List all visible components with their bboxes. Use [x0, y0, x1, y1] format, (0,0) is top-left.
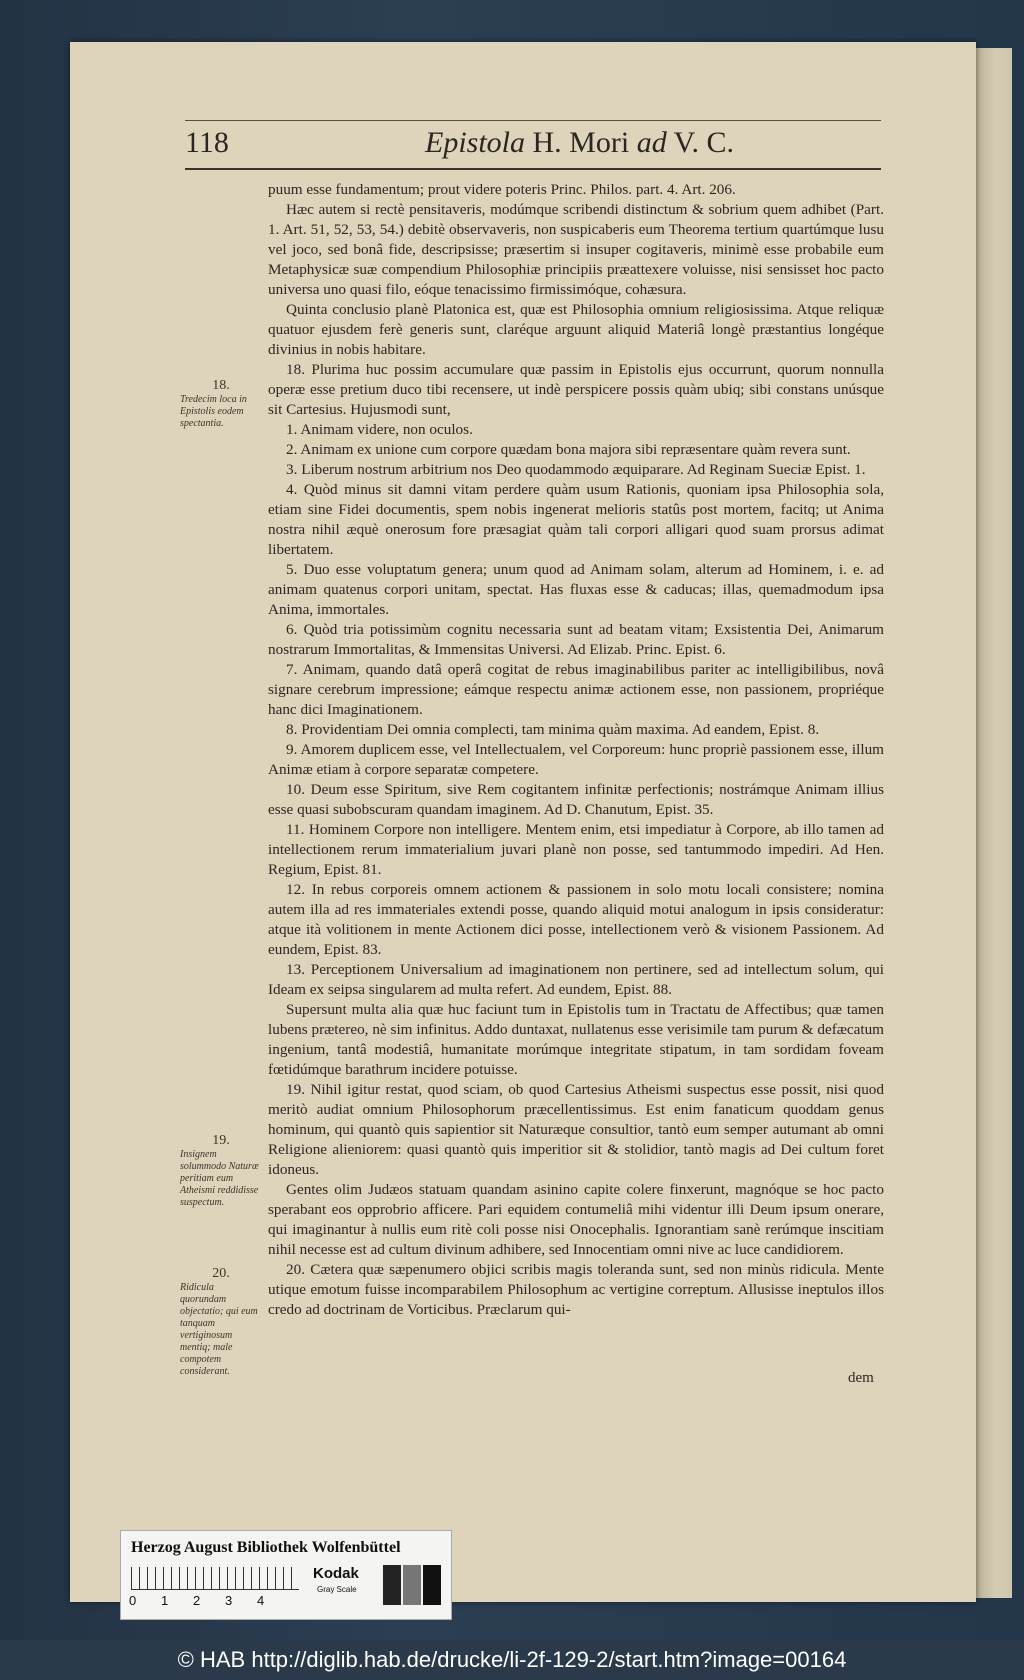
paragraph: 19. Nihil igitur restat, quod sciam, ob quod Cartesius Atheismi suspectus esse possit, nisi quod meritò audiat omnium Philosophorum præcellentissimus. Est enim fanaticum quoddam genus hominum, qui quantò quis sapientior sit Naturæque consultior, tantò eum semper autumant ab omni Religione alieniorem: quasi quantò quis imperitior sit & stolidior, tantò magis ad Dei cultum foret idoneus. — [268, 1081, 884, 1178]
card-title: Herzog August Bibliothek Wolfenbüttel — [131, 1539, 401, 1556]
paragraph: Quinta conclusio planè Platonica est, quæ est Philosophia omnium religiosissima. Atque reliquæ quatuor ejusdem ferè generis sunt, claréque arguunt aliquid Materiâ longè præstantius longéque divinius in nobis habitare. — [268, 301, 884, 358]
paragraph: Supersunt multa alia quæ huc faciunt tum in Epistolis tum in Tractatu de Affectibus; quæ tamen lubens prætereo, nè sim infinitus. Addo duntaxat, nullatenus esse verisimile tam purum & defæcatum ingenium, tantâ modestiâ, humanitate morúmque integritate stipatum, in tam sordidam foveam fœtidúmque barathrum incidere potuisse. — [268, 1001, 884, 1078]
marginal-number: 19. — [212, 1133, 230, 1148]
paragraph: 18. Plurima huc possim accumulare quæ passim in Epistolis ejus occurrunt, quorum nonnulla operæ esse pretium duco tibi recensere, ut indè perspicere possis quàm ubiq; sibi constans unúsque sit Cartesius. Hujusmodi sunt, — [268, 361, 884, 418]
paragraph: 20. Cætera quæ sæpenumero objici scribis magis toleranda sunt, sed non minùs ridicula. Mente utique emotum fuisse incomparabilem Philosophum ac vertigine correptum. Allusisse ineptulos illos credo ad doctrinam de Vorticibus. Præclarum qui- — [268, 1261, 884, 1318]
gray-swatch-dark — [383, 1565, 401, 1605]
ruler-scale — [131, 1567, 299, 1590]
list-item: 8. Providentiam Dei omnia complecti, tam minima quàm maxima. Ad eandem, Epist. 8. — [286, 721, 820, 738]
list-item: 11. Hominem Corpore non intelligere. Mentem enim, etsi impediatur à Corpore, ab illo tamen ad intellectionem rerum immaterialium juvari planè non posse, sed tantummodo impediri. Ad Hen. Regium, Epist. 81. — [268, 821, 884, 878]
list-item: 5. Duo esse voluptatum genera; unum quod ad Animam solam, alterum ad Hominem, i. e. ad animam quatenus corpori unitam, spectat. Has fluxas esse & caducas; illas, quemadmodum ipsa Anima, immortales. — [268, 561, 884, 618]
list-item: 9. Amorem duplicem esse, vel Intellectualem, vel Corporeum: hunc propriè passionem esse, illum Animæ etiam à corpore separatæ competere. — [268, 741, 884, 778]
ruler-tick: 4 — [257, 1593, 265, 1608]
marginal-text: Tredecim loca in Epistolis eodem spectantia. — [180, 394, 247, 429]
next-page-edge — [972, 48, 1012, 1598]
body-text — [268, 180, 884, 1320]
ruler-ticks — [129, 1593, 309, 1608]
list-item: 4. Quòd minus sit damni vitam perdere quàm usum Rationis, quoniam ipsa Philosophia sola, etiam sine Fidei documentis, spem nobis ingenerat melioris statûs post mortem, facitq; ut Anima nostra nihil æquè onerosum fore præsagiat quàm tali corpori alligari quod suam prorsus adimat libertatem. — [268, 481, 884, 558]
paragraph: puum esse fundamentum; prout videre poteris Princ. Philos. part. 4. Art. 206. — [268, 181, 736, 198]
running-head-end: V. C. — [666, 126, 734, 159]
marginal-text: Ridicula quorundam objectatio; qui eum tanquam vertiginosum mentiq; male compotem considerant. — [180, 1282, 258, 1377]
list-item: 2. Animam ex unione cum corpore quædam bona majora sibi repræsentare quàm revera sunt. — [286, 441, 851, 458]
list-item: 10. Deum esse Spiritum, sive Rem cogitantem infinitæ perfectionis; nostrámque Animam illius esse quasi subobscuram quandam imaginem. Ad D. Chanutum, Epist. 35. — [268, 781, 884, 818]
running-head-italic: Epistola — [425, 126, 526, 159]
card-subtitle: Gray Scale — [317, 1585, 357, 1594]
list-item: 6. Quòd tria potissimùm cognitu necessaria sunt ad beatam vitam; Exsistentia Dei, Animarum nostrarum Immortalitas, & Immensitas Universi. Ad Elizab. Princ. Epist. 6. — [268, 621, 884, 658]
header-rule-top — [185, 120, 881, 121]
color-calibration-card — [120, 1530, 452, 1620]
list-item: 1. Animam videre, non oculos. — [286, 421, 473, 438]
paragraph: Hæc autem si rectè pensitaveris, modúmque scribendi distinctum & sobrium quem adhibet (Part. 1. Art. 51, 52, 53, 54.) debitè observaveris, non suspicaberis eum Theorema tertium quartúmque lusu vel joco, sed bonâ fide, descripsisse; præsertim si insuper cogitaveris, minimè esse probabile eum Metaphysicæ suæ compendium Philosophiæ principiis præattexere voluisse, nisi sensisset hoc pacto universa uno quasi filo, eóque tenacissimo firmissimóque, cohæsura. — [268, 201, 884, 298]
header-rule-bottom — [185, 168, 881, 170]
ruler-tick: 2 — [193, 1593, 201, 1608]
marginal-note-20 — [180, 1268, 262, 1378]
page-number: 118 — [185, 126, 229, 159]
list-item: 7. Animam, quando datâ operâ cogitat de rebus imaginabilibus pariter ac intelligibilibus, novâ signare cerebrum impressione; eámque respectu animæ actionem esse, non passionem, propriéque hanc dici Imaginationem. — [268, 661, 884, 718]
list-item: 12. In rebus corporeis omnem actionem & passionem in solo motu locali consistere; nomina autem illa ad res immateriales extendi posse, quando aliquid motui analogum in ipsis consideratur: atque ità volitionem in mente Actionem dici posse, intellectionem verò & visionem Passionem. Ad eundem, Epist. 83. — [268, 881, 884, 958]
marginal-note-19 — [180, 1135, 262, 1209]
paragraph: Gentes olim Judæos statuam quandam asinino capite colere finxerunt, magnóque se hoc pacto sperabant eos opprobrio afficere. Pari equidem contumeliâ mihi videntur illi Deum ipsum onerare, qui imaginantur à nullis eum ritè coli posse nisi Onocephalis. Ignorantiam sanè rerúmque inscitiam nihil necesse est ad cultum divinum adhibere, sed Innocentiam omni nive ac luce candidiorem. — [268, 1181, 884, 1258]
list-item: 3. Liberum nostrum arbitrium nos Deo quodammodo æquiparare. Ad Reginam Sueciæ Epist. 1. — [286, 461, 866, 478]
marginal-number: 20. — [212, 1266, 230, 1281]
marginal-text: Insignem solummodo Naturæ peritiam eum Atheismi reddidisse suspectum. — [180, 1149, 259, 1208]
running-head-rest: H. Mori — [525, 126, 637, 159]
source-footer: © HAB http://diglib.hab.de/drucke/li-2f-129-2/start.htm?image=00164 — [0, 1640, 1024, 1680]
marginal-note-18 — [180, 380, 262, 430]
gray-swatch-black — [423, 1565, 441, 1605]
ruler-tick: 3 — [225, 1593, 233, 1608]
marginal-number: 18. — [212, 378, 230, 393]
running-head-italic2: ad — [636, 126, 667, 159]
ruler-tick: 1 — [161, 1593, 169, 1608]
catchword: dem — [848, 1370, 874, 1386]
card-brand: Kodak — [313, 1565, 359, 1582]
ruler-tick: 0 — [129, 1593, 137, 1608]
list-item: 13. Perceptionem Universalium ad imaginationem non pertinere, sed ad intellectum solum, qui Ideam ex seipsa singularem ad multa refert. Ad eundem, Epist. 88. — [268, 961, 884, 998]
running-head — [425, 126, 734, 160]
gray-swatch-mid — [403, 1565, 421, 1605]
